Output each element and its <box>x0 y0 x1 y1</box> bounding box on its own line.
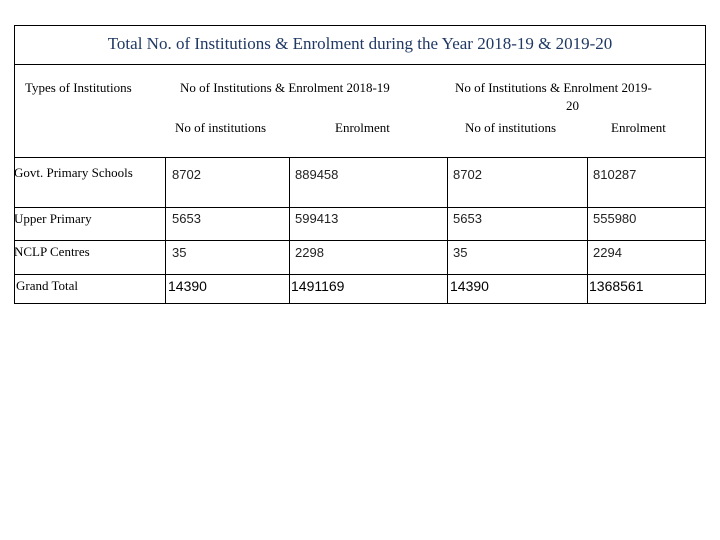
divider <box>289 157 290 304</box>
row-label: Upper Primary <box>14 211 92 226</box>
cell-institutions-2018: 8702 <box>172 167 201 182</box>
cell-institutions-2018: 5653 <box>172 211 201 226</box>
divider <box>14 207 706 208</box>
header-types: Types of Institutions <box>25 80 132 95</box>
cell-enrolment-2018-total: 1491169 <box>291 278 345 294</box>
row-label: Govt. Primary Schools <box>14 165 133 180</box>
cell-enrolment-2019: 810287 <box>593 167 637 182</box>
title-box <box>14 25 706 65</box>
header-enrolment-2019: Enrolment <box>611 120 666 135</box>
cell-enrolment-2019: 2294 <box>593 245 622 260</box>
divider <box>14 157 706 158</box>
cell-enrolment-2018: 889458 <box>295 167 339 182</box>
data-table <box>14 65 706 304</box>
cell-institutions-2019: 5653 <box>453 211 482 226</box>
header-group-2019-cont: 20 <box>566 98 579 113</box>
header-enrolment-2018: Enrolment <box>335 120 390 135</box>
divider <box>14 240 706 241</box>
cell-institutions-2018: 35 <box>172 245 187 260</box>
divider <box>165 157 166 304</box>
cell-institutions-2019: 35 <box>453 245 468 260</box>
cell-enrolment-2019: 555980 <box>593 211 637 226</box>
header-institutions-2019: No of institutions <box>465 120 557 135</box>
cell-institutions-2019: 8702 <box>453 167 482 182</box>
row-label-grand-total: Grand Total <box>16 278 79 293</box>
divider <box>14 274 706 275</box>
row-label: NCLP Centres <box>14 244 90 259</box>
cell-enrolment-2019-total: 1368561 <box>589 278 644 294</box>
cell-institutions-2018-total: 14390 <box>168 278 207 294</box>
table-title: Total No. of Institutions & Enrolment during the Year 2018-19 & 2019-20 <box>107 34 613 53</box>
cell-institutions-2019-total: 14390 <box>450 278 489 294</box>
cell-enrolment-2018: 2298 <box>295 245 324 260</box>
header-group-2018: No of Institutions & Enrolment 2018-19 <box>180 80 390 95</box>
divider <box>587 157 588 304</box>
divider <box>447 157 448 304</box>
header-institutions-2018: No of institutions <box>175 120 267 135</box>
cell-enrolment-2018: 599413 <box>295 211 339 226</box>
header-group-2019: No of Institutions & Enrolment 2019- <box>455 80 652 95</box>
